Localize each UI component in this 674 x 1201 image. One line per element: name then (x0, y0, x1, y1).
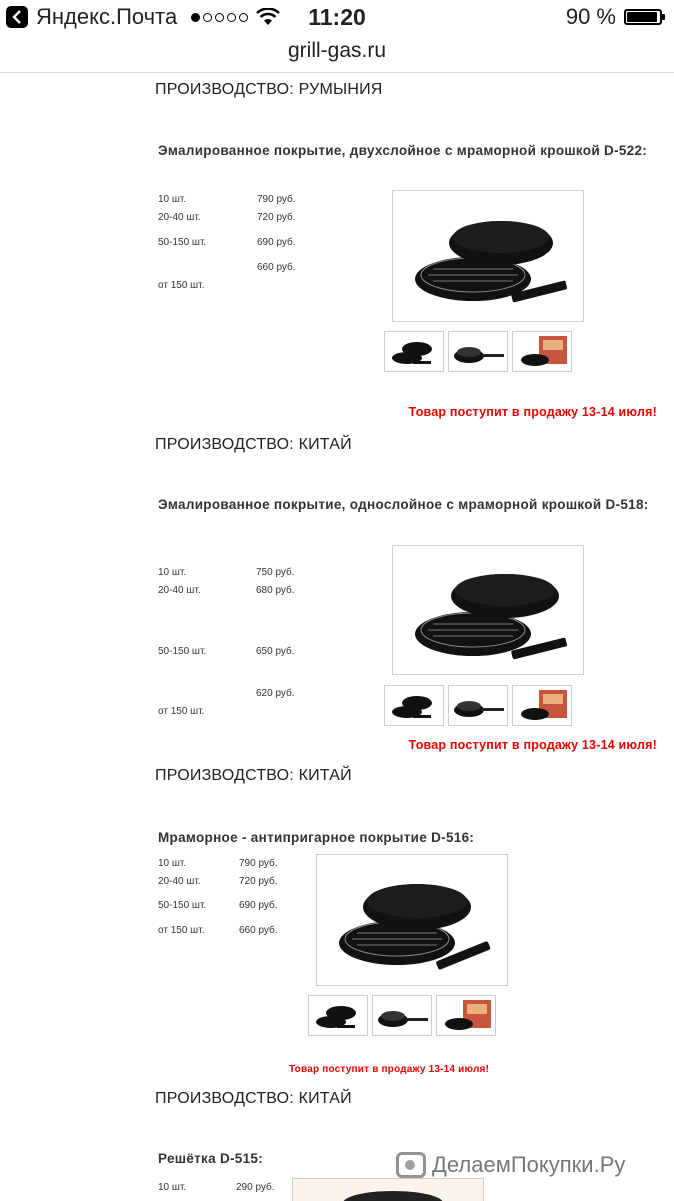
price-qty: 50-150 шт. (158, 237, 207, 248)
product-thumbnail[interactable] (308, 995, 368, 1036)
product-photo[interactable] (292, 1178, 484, 1201)
price-qty: 10 шт. (158, 194, 187, 205)
status-bar-right (566, 4, 662, 30)
section-heading: ПРОИЗВОДСТВО: КИТАЙ (155, 767, 352, 784)
price-value: 680 руб. (256, 585, 295, 596)
product-title: Мраморное - антипригарное покрытие D-516: (158, 830, 475, 845)
price-value: 790 руб. (257, 194, 296, 205)
price-qty: 20-40 шт. (158, 876, 201, 887)
watermark (396, 1152, 625, 1178)
price-value: 660 руб. (239, 925, 278, 936)
price-value: 720 руб. (257, 212, 296, 223)
price-value: 690 руб. (239, 900, 278, 911)
product-thumbnail[interactable] (372, 995, 432, 1036)
battery-icon (624, 9, 662, 25)
price-qty: от 150 шт. (158, 706, 205, 717)
product-thumbnail[interactable] (384, 685, 444, 726)
product-title: Эмалированное покрытие, однослойное с мраморной крошкой D-518: (158, 497, 649, 512)
section-heading: ПРОИЗВОДСТВО: РУМЫНИЯ (155, 81, 383, 98)
price-value: 790 руб. (239, 858, 278, 869)
product-thumbnail[interactable] (436, 995, 496, 1036)
price-qty: от 150 шт. (158, 280, 205, 291)
price-qty: 10 шт. (158, 858, 187, 869)
section-heading: ПРОИЗВОДСТВО: КИТАЙ (155, 1090, 352, 1107)
price-qty: 50-150 шт. (158, 900, 207, 911)
price-qty: 50-150 шт. (158, 646, 207, 657)
product-photo[interactable] (392, 190, 584, 322)
product-photo[interactable] (392, 545, 584, 675)
price-qty: 10 шт. (158, 1182, 187, 1193)
url-bar[interactable]: grill-gas.ru (0, 36, 674, 73)
status-bar (0, 0, 674, 36)
product-thumbnail[interactable] (448, 331, 508, 372)
product-title: Решётка D-515: (158, 1151, 264, 1166)
price-value: 660 руб. (257, 262, 296, 273)
price-value: 720 руб. (239, 876, 278, 887)
camera-icon (396, 1152, 426, 1178)
back-app-name[interactable]: Яндекс.Почта (36, 4, 178, 29)
product-title: Эмалированное покрытие, двухслойное с мраморной крошкой D-522: (158, 143, 648, 158)
price-qty: 20-40 шт. (158, 212, 201, 223)
product-thumbnail[interactable] (512, 331, 572, 372)
price-qty: 20-40 шт. (158, 585, 201, 596)
clock: 11:20 (308, 4, 366, 30)
availability-notice: Товар поступит в продажу 13-14 июля! (408, 405, 657, 419)
product-thumbnail[interactable] (384, 331, 444, 372)
availability-notice: Товар поступит в продажу 13-14 июля! (408, 738, 657, 752)
price-qty: 10 шт. (158, 567, 187, 578)
price-value: 690 руб. (257, 237, 296, 248)
price-qty: от 150 шт. (158, 925, 205, 936)
price-value: 750 руб. (256, 567, 295, 578)
price-value: 650 руб. (256, 646, 295, 657)
battery-percent: 90 % (565, 4, 616, 29)
availability-notice: Товар поступит в продажу 13-14 июля! (289, 1064, 490, 1075)
product-thumbnail[interactable] (512, 685, 572, 726)
section-heading: ПРОИЗВОДСТВО: КИТАЙ (155, 436, 352, 453)
price-value: 290 руб. (236, 1182, 275, 1193)
product-photo[interactable] (316, 854, 508, 986)
watermark-text: ДелаемПокупки.Ру (432, 1152, 626, 1177)
product-thumbnail[interactable] (448, 685, 508, 726)
price-value: 620 руб. (256, 688, 295, 699)
